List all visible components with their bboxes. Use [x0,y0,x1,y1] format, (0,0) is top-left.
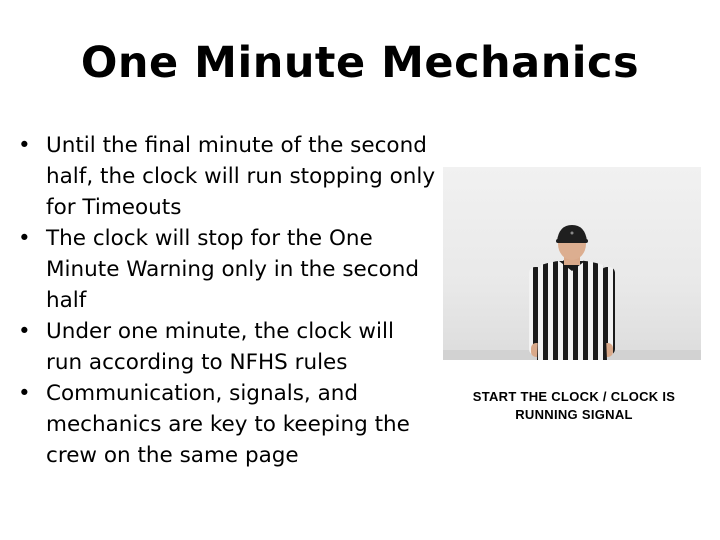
bullet-dot-icon: • [18,133,31,158]
bullet-list [16,130,436,471]
bullet-item [16,316,436,378]
referee-figure-icon [443,167,701,360]
bullet-dot-icon: • [18,381,31,406]
referee-photo [443,167,701,360]
caption-line: RUNNING SIGNAL [515,407,633,422]
slide-title: One Minute Mechanics [80,38,640,88]
caption-line: START THE CLOCK / CLOCK IS [472,389,676,404]
bullet-item [16,378,436,471]
bullet-text: Communication, signals, and mechanics are key to keeping the crew on the same page [46,381,410,468]
bullet-text: Under one minute, the clock will run according to NFHS rules [46,319,394,375]
bullet-dot-icon: • [18,319,31,344]
bullet-text: The clock will stop for the One Minute Warning only in the second half [46,226,420,313]
bullet-item [16,223,436,316]
bullet-text: Until the final minute of the second half, the clock will run stopping only for Timeouts [46,133,436,220]
bullet-item [16,130,436,223]
bullet-dot-icon: • [18,226,31,251]
figure-caption [443,388,705,424]
